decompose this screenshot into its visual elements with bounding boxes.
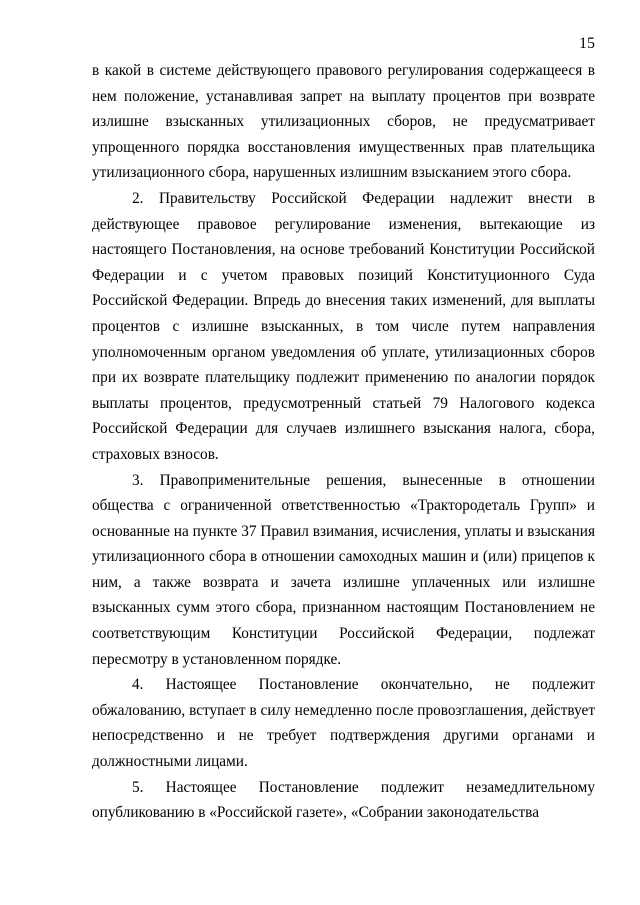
paragraph-item-2: 2. Правительству Российской Федерации надлежит внести в действующее правовое регулирование изменения, вытекающие из настоящего Постановления, на основе требований Конституции Российской Федерации и с учетом правовых позиций Конституционного Суда Российской Федерации. Впредь до внесения таких изменений, для выплаты процентов с излишне взысканных, в том числе путем направления уполномоченным органом уведомления об уплате, утилизационных сборов при их возврате плательщику подлежит применению по аналогии порядок выплаты процентов, предусмотренный статьей 79 Налогового кодекса Российской Федерации для случаев излишнего взыскания налога, сбора, страховых взносов. <box>92 189 595 463</box>
page-number: 15 <box>579 35 595 52</box>
paragraph-continuation: в какой в системе действующего правового регулирования содержащееся в нем положение, устанавливая запрет на выплату процентов при возврате излишне взысканных утилизационных сборов, не предусматривает упрощенного порядка восстановления имущественных прав плательщика утилизационного сбора, нарушенных излишним взысканием этого сбора. <box>92 62 595 182</box>
paragraph-item-5: 5. Настоящее Постановление подлежит незамедлительному опубликованию в «Российской газете», «Собрании законодательства <box>92 778 595 822</box>
document-body <box>92 58 595 826</box>
paragraph-item-3: 3. Правоприменительные решения, вынесенные в отношении общества с ограниченной ответственностью «Трактородеталь Групп» и основанные на пункте 37 Правил взимания, исчисления, уплаты и взыскания утилизационного сбора в отношении самоходных машин и (или) прицепов к ним, а также возврата и зачета излишне уплаченных или излишне взысканных сумм этого сбора, признанном настоящим Постановлением не соответствующим Конституции Российской Федерации, подлежат пересмотру в установленном порядке. <box>92 471 595 668</box>
paragraph-item-4: 4. Настоящее Постановление окончательно, не подлежит обжалованию, вступает в силу немедленно после провозглашения, действует непосредственно и не требует подтверждения другими органами и должностными лицами. <box>92 676 595 771</box>
